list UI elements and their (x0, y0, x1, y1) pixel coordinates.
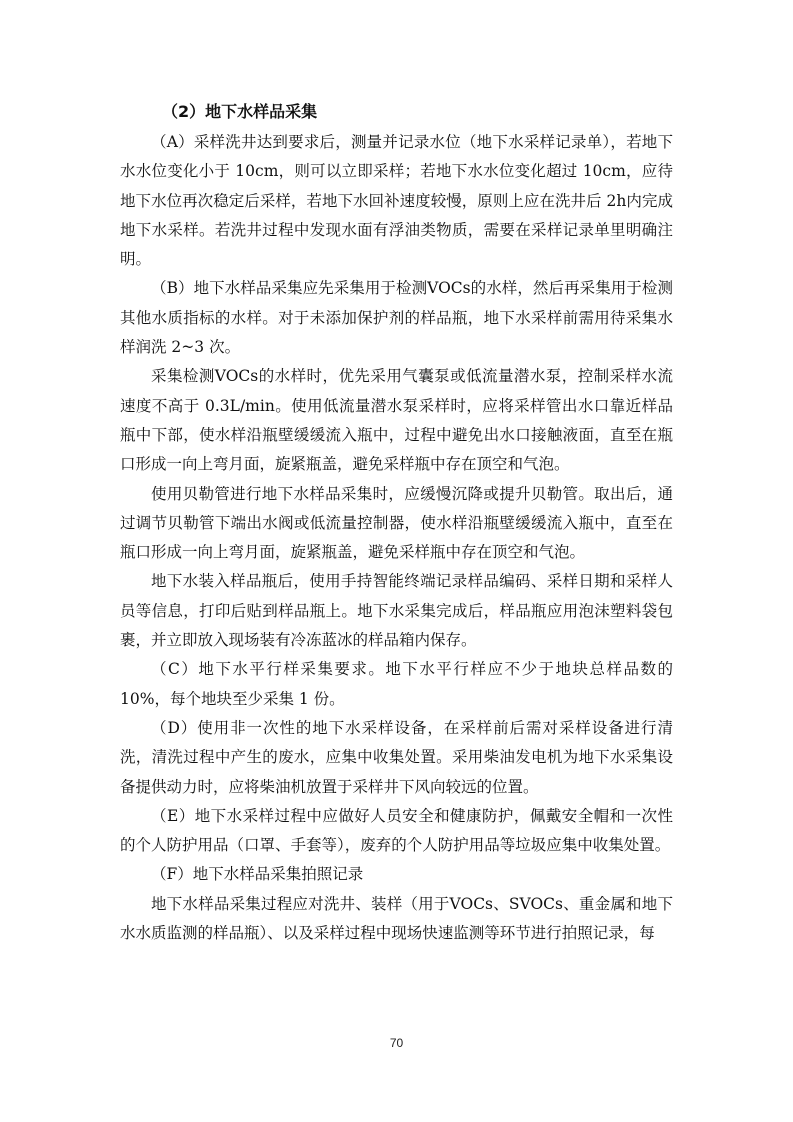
paragraph-labeling: 地下水装入样品瓶后，使用手持智能终端记录样品编码、采样日期和采样人员等信息，打印后贴到样品瓶上。地下水采集完成后，样品瓶应用泡沫塑料袋包裹，并立即放入现场装有冷冻蓝冰的样品箱内保存。 (120, 572, 673, 650)
paragraph-bailer: 使用贝勒管进行地下水样品采集时，应缓慢沉降或提升贝勒管。取出后，通过调节贝勒管下端出水阀或低流量控制器，使水样沿瓶壁缓缓流入瓶中，直至在瓶口形成一向上弯月面，旋紧瓶盖，避免采样瓶中存在顶空和气泡。 (120, 484, 673, 562)
page-number: 70 (389, 1036, 404, 1050)
paragraph-voc-sampling: 采集检测VOCs的水样时，优先采用气囊泵或低流量潜水泵，控制采样水流速度不高于 0.3L/min。使用低流量潜水泵采样时，应将采样管出水口靠近样品瓶中下部，使水样沿瓶壁缓缓流入瓶中，过程中避免出水口接触液面，直至在瓶口形成一向上弯月面，旋紧瓶盖，避免采样瓶中存在顶空和气泡。 (120, 367, 673, 474)
paragraph-f: （F）地下水样品采集拍照记录 (151, 865, 364, 884)
paragraph-b: （B）地下水样品采集应先采集用于检测VOCs的水样，然后再采集用于检测其他水质指标的水样。对于未添加保护剂的样品瓶，地下水采样前需用待采集水样润洗 2~3 次。 (120, 279, 673, 357)
page-body (120, 96, 673, 948)
paragraph-d: （D）使用非一次性的地下水采样设备，在采样前后需对采样设备进行清洗，清洗过程中产生的废水，应集中收集处置。采用柴油发电机为地下水采集设备提供动力时，应将柴油机放置于采样井下风向较远的位置。 (120, 718, 673, 796)
section-heading: （2）地下水样品采集 (162, 102, 318, 121)
paragraph-c: （C）地下水平行样采集要求。地下水平行样应不少于地块总样品数的 10%，每个地块至少采集 1 份。 (120, 660, 673, 708)
paragraph-photo-record: 地下水样品采集过程应对洗井、装样（用于VOCs、SVOCs、重金属和地下水水质监测的样品瓶）、以及采样过程中现场快速监测等环节进行拍照记录，每 (120, 894, 673, 943)
paragraph-e: （E）地下水采样过程中应做好人员安全和健康防护，佩戴安全帽和一次性的个人防护用品（口罩、手套等），废弃的个人防护用品等垃圾应集中收集处置。 (120, 806, 673, 855)
paragraph-a: （A）采样洗井达到要求后，测量并记录水位（地下水采样记录单），若地下水水位变化小于 10cm，则可以立即采样；若地下水水位变化超过 10cm，应待地下水位再次稳定后采样，若地下水回补速度较慢，原则上应在洗井后 2h内完成地下水采样。若洗井过程中发现水面有浮油类物质，需要在采样记录单里明确注明。 (120, 133, 673, 269)
